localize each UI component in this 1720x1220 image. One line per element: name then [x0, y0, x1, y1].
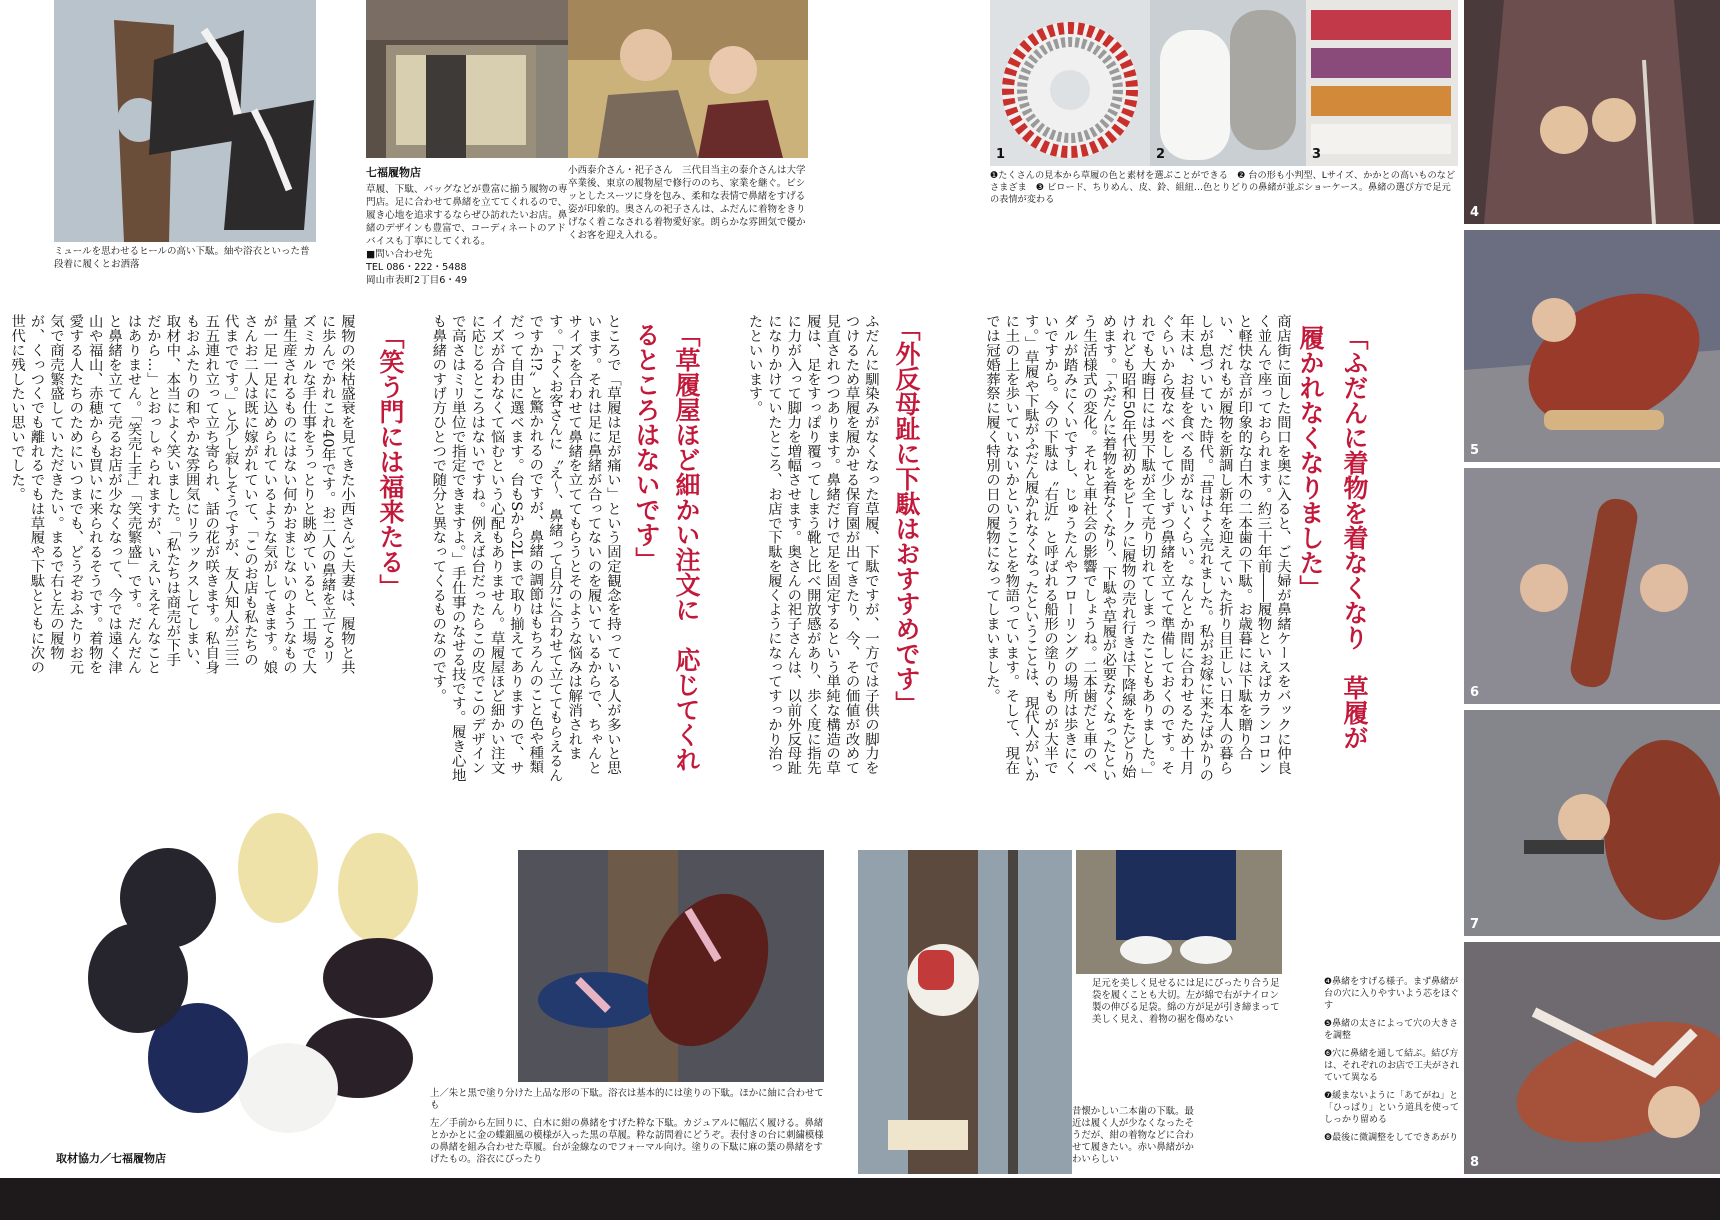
steps-captions — [1324, 976, 1460, 1144]
heading-2: 「外反母趾に下駄はおすすめです」 — [892, 316, 921, 716]
body-section-1: 商店街に面した間口を奥に入ると、ご夫婦が鼻緒ケースをバックに仲良く並んで座っておられます。約三十年前――履物といえばカランコロンと軽快な音が印象的な白木の二本歯の下駄。お歳暮には下駄を贈り合い、だれもが履物を新調し新年を迎えていた折り目正しい日本人の暮らしが息づいていた時代。「昔はよく売れました。私がお嫁に来たばかりの年末は、お昼を食べる間がないくらい。なんとか間に合わせるため十月ぐらいから夜なべをして少しずつ鼻緒を立てて準備しておくのです。それでも大晦日には男下駄が全て売り切れてしまったこともありました。」けれども昭和50年代初めをピークに履物の売れ行きは下降線をたどり始めます。「ふだんに着物を着なくなり、下駄や草履が必要なくなったという生活様式の変化。それと車社会の影響でしょうね。二本歯だと車のペダルが踏みにくいですし、じゅうたんやフローリングの場所は歩きにくいですから。今の下駄は〝右近〟と呼ばれる船形の塗りのものが大半です。」草履や下駄がふだん履かれなくなったということは、現代人がいかに土の上を歩いていないかということを物語っています。そして、現在では冠婚葬祭に履く特別の日の履物になってしまいました。 — [983, 314, 1291, 782]
zori-ring-caption: 左／手前から左回りに、白木に紺の鼻緒をすげた粋な下駄。カジュアルに幅広く履ける。鼻緒とかかとに金の蝶鈿風の模様が入った黒の草履。粋な訪問着にどうぞ。表付きの台に刺繍模様の鼻緒を組み合わせた草履。台が金線なのでフォーマル向け。塗りの下駄に麻の葉の鼻緒をすげたもの。浴衣にぴったり — [430, 1118, 824, 1165]
feet-caption: 足元を美しく見せるには足にぴったり合う足袋を履くことも大切。左が綿で右がナイロン製の伸びる足袋。綿の方が足が引き締まって美しく見え、着物の裾を傷めない — [1092, 978, 1280, 1025]
shop-address: 岡山市表町2丁目6・49 — [366, 275, 468, 286]
shop-telephone: TEL 086・222・5488 — [366, 262, 467, 273]
body-section-3: ところで「草履は足が痛い」という固定観念を持っている人が多いと思います。それは足に鼻緒が合ってないのを履いているからで、ちゃんとサイズを合わせて鼻緒を立ててもらうとそのような悩みは解消されます。「よくお客さんに〝え〜、鼻緒って自分に合わせて立ててもらえるんですか!?〟と驚かれるのですが、鼻緒の調節はもちろんのこと色や種類だって自由に選べます。台もSから2Lまで取り揃えてありますので、サイズが合わなくて悩むという心配もありません。草履屋ほど細かい注文に応じるところはないですね。例えば台だったらこの皮でこのデザインで高さはミリ単位で指定できますよ。」手仕事のなせる技です。履き心地も鼻緒のすげ方ひとつで随分と異なってくるものなのです。 — [430, 314, 621, 782]
photo-geta-iron — [858, 850, 1072, 1174]
body-section-2: ふだんに馴染みがなくなった草履、下駄ですが、一方では子供の脚力をつけるため草履を履かせる保育園が出てきたり、今、その価値が改めて見直されつつあります。鼻緒だけで足を固定するという単純な構造の草履は、足をすっぽり覆ってしまう靴と比べ開放感があり、歩く度に指先に力が入って脚力を増幅させます。奥さんの祀子さんは、以前外反母趾になりかけていたところ、お店で下駄を履くようになってすっかり治ったといいます。 — [746, 314, 879, 775]
geta-caption: 昔懐かしい二本歯の下駄。最近は履く人が少なくなったそうだが、紺の着物などに合わせて履きたい。赤い鼻緒がかわいらしい — [1072, 1106, 1194, 1165]
footer-bar — [0, 1178, 1720, 1220]
heading-1: 「ふだんに着物を着なくなり 草履が履かれなくなりました」 — [1296, 325, 1369, 750]
shop-caption — [366, 166, 570, 287]
step-number: ❹ — [1324, 977, 1333, 987]
step-text: 緩まないように「あてがね」と「ひっぱり」という道具を使ってしっかり留める — [1324, 1091, 1460, 1125]
step-text: 穴に鼻緒を通して結ぶ。結び方は、それぞれのお店で工夫がされていて異なる — [1324, 1049, 1460, 1083]
step-item — [1324, 1090, 1460, 1126]
photo-number-2: 2 — [1156, 147, 1166, 162]
step-item — [1324, 976, 1460, 1012]
step-text: 鼻緒の太さによって穴の大きさを調整 — [1324, 1019, 1459, 1041]
credit-text: 取材協力／七福履物店 — [56, 1152, 166, 1165]
photo-number-6: 6 — [1470, 685, 1480, 700]
shop-title: 七福履物店 — [366, 166, 421, 179]
photo-4 — [1464, 0, 1720, 224]
body-section-4: 履物の栄枯盛衰を見てきた小西さんご夫妻は、履物と共に歩んでかれこれ40年です。お二人の鼻緒を立てるリズミカルな手仕事をうっとりと眺めていると、工場で大量生産されるものにはない何かおまじないのようなものが一足一足に込められているような気がしてきます。娘さんお二人は既に嫁がれていて、「このお店も私たちの代までです。」と少し寂しそうですが、友人知人が三三五五連れ立って立ち寄られ、話の花が咲きます。私自身もおふたりの和やかな雰囲気にリラックスしてしまい、取材中、本当によく笑いました。「私たちは商売が下手だから…」とおっしゃられますが、いえいえそんなことはありません。「笑売上手」「笑売繁盛」です。だんだんと鼻緒を立てて売るお店が少なくなって、今では遠く津山や福山、赤穂からも買いに来られるそうです。着物を愛する人たちのためにいつまでも、どうぞおふたりお元気で商売繁盛していただきたい。まるで右と左の履物が、くっつくでも離れるでもは草履や下駄とともに次の世代に残したい思いでした。 — [9, 314, 355, 674]
step-number: ❺ — [1324, 1019, 1333, 1029]
shop-description: 草履、下駄、バッグなどが豊富に揃う履物の専門店。足に合わせて鼻緒を立ててくれるので、履き心地を追求するならぜひ訪れたいお店。鼻緒のデザインも豊富で、コーディネートのアドバイスも丁寧にしてくれる。 — [366, 184, 568, 247]
samples-caption: ❶たくさんの見本から草履の色と素材を選ぶことができる ❷ 台の形も小判型、Lサイズ、かかとの高いものなどさまざま ❸ ビロード、ちりめん、皮、鈴、組紐…色とりどりの鼻緒が並ぶショーケース。鼻緒の選び方で足元の表情が変わる — [990, 170, 1456, 205]
shop-inquiry-label: ■問い合わせ先 — [366, 249, 433, 260]
photo-zori-pair — [518, 850, 824, 1082]
step-text: 最後に微調整をしてできあがり — [1332, 1133, 1459, 1143]
step-number: ❼ — [1324, 1091, 1333, 1101]
photo-number-8: 8 — [1470, 1155, 1480, 1170]
photo-2-soles — [1150, 0, 1306, 166]
step-number: ❻ — [1324, 1049, 1333, 1059]
photo-5 — [1464, 230, 1720, 462]
photo-8 — [1464, 942, 1720, 1174]
photo-3-showcase — [1306, 0, 1458, 166]
step-item — [1324, 1018, 1460, 1042]
photo-1-samples — [990, 0, 1150, 166]
heading-4: 「笑う門には福来たる」 — [376, 324, 405, 599]
photo-number-7: 7 — [1470, 917, 1480, 932]
photo-couple — [568, 0, 808, 158]
step-item — [1324, 1048, 1460, 1084]
photo-number-4: 4 — [1470, 205, 1480, 220]
photo-feet-tabi — [1076, 850, 1282, 974]
photo-zori-ring — [58, 808, 438, 1148]
heading-3: 「草履屋ほど細かい注文に 応じてくれるところはないです」 — [632, 322, 701, 772]
step-text: 鼻緒をすげる様子。まず鼻緒が台の穴に入りやすいよう芯をほぐす — [1324, 977, 1460, 1011]
photo-number-5: 5 — [1470, 443, 1480, 458]
photo-number-1: 1 — [996, 147, 1006, 162]
mule-caption: ミュールを思わせるヒールの高い下駄。紬や浴衣といった普段着に履くとお洒落 — [54, 246, 310, 270]
couple-caption: 小西泰介さん・祀子さん 三代目当主の泰介さんは大学卒業後、東京の履物屋で修行ののち、家業を継ぐ。ビシッとしたスーツに身を包み、柔和な表情で鼻緒をすげる姿が印象的。奥さんの祀子さんは、ふだんに着物をきりげなく着こなされる着物愛好家。朗らかな雰囲気で優かくお客を迎え入れる。 — [568, 165, 806, 241]
step-number: ❽ — [1324, 1133, 1333, 1143]
photo-6 — [1464, 468, 1720, 704]
photo-7 — [1464, 710, 1720, 936]
photo-number-3: 3 — [1312, 147, 1322, 162]
step-item — [1324, 1132, 1460, 1144]
photo-mule-geta — [54, 0, 316, 242]
zori-pair-caption: 上／朱と黒で塗り分けた上品な形の下駄。浴衣は基本的には塗りの下駄。ほかに紬に合わせても — [430, 1088, 824, 1111]
photo-shopfront — [366, 0, 570, 158]
